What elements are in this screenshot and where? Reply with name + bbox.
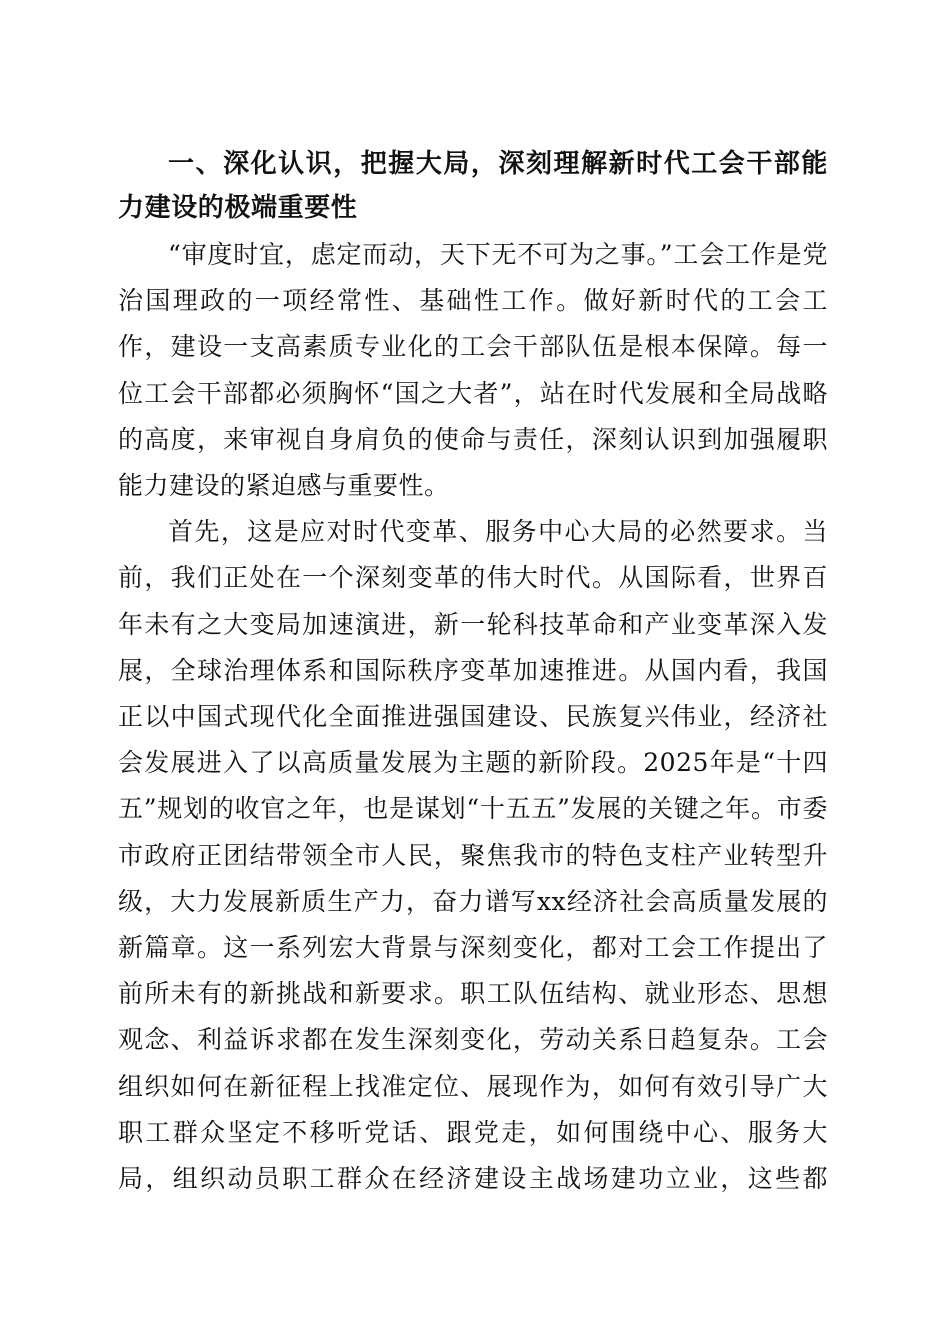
section-heading: 一、深化认识，把握大局，深刻理解新时代工会干部能力建设的极端重要性 — [118, 149, 828, 223]
body-paragraph-1: “审度时宜，虑定而动，天下无不可为之事。”工会工作是党治国理政的一项经常性、基础性工作。做好新时代的工会工作，建设一支高素质专业化的工会干部队伍是根本保障。每一位工会干部都必须胸怀“国之大者”，站在时代发展和全局战略的高度，来审视自身肩负的使命与责任，深刻认识到加强履职能力建设的紧迫感与重要性。 — [118, 240, 828, 501]
body-paragraph-2: 首先，这是应对时代变革、服务中心大局的必然要求。当前，我们正处在一个深刻变革的伟大时代。从国际看，世界百年未有之大变局加速演进，新一轮科技革命和产业变革深入发展，全球治理体系和国际秩序变革加速推进。从国内看，我国正以中国式现代化全面推进强国建设、民族复兴伟业，经济社会发展进入了以高质量发展为主题的新阶段。2025年是“十四五”规划的收官之年，也是谋划“十五五”发展的关键之年。市委市政府正团结带领全市人民，聚焦我市的特色支柱产业转型升级，大力发展新质生产力，奋力谱写xx经济社会高质量发展的新篇章。这一系列宏大背景与深刻变化，都对工会工作提出了前所未有的新挑战和新要求。职工队伍结构、就业形态、思想观念、利益诉求都在发生深刻变化，劳动关系日趋复杂。工会组织如何在新征程上找准定位、展现作为，如何有效引导广大职工群众坚定不移听党话、跟党走，如何围绕中心、服务大局，组织动员职工群众在经济建设主战场建功立业，这些都 — [118, 517, 828, 1194]
document-body — [118, 142, 828, 1202]
